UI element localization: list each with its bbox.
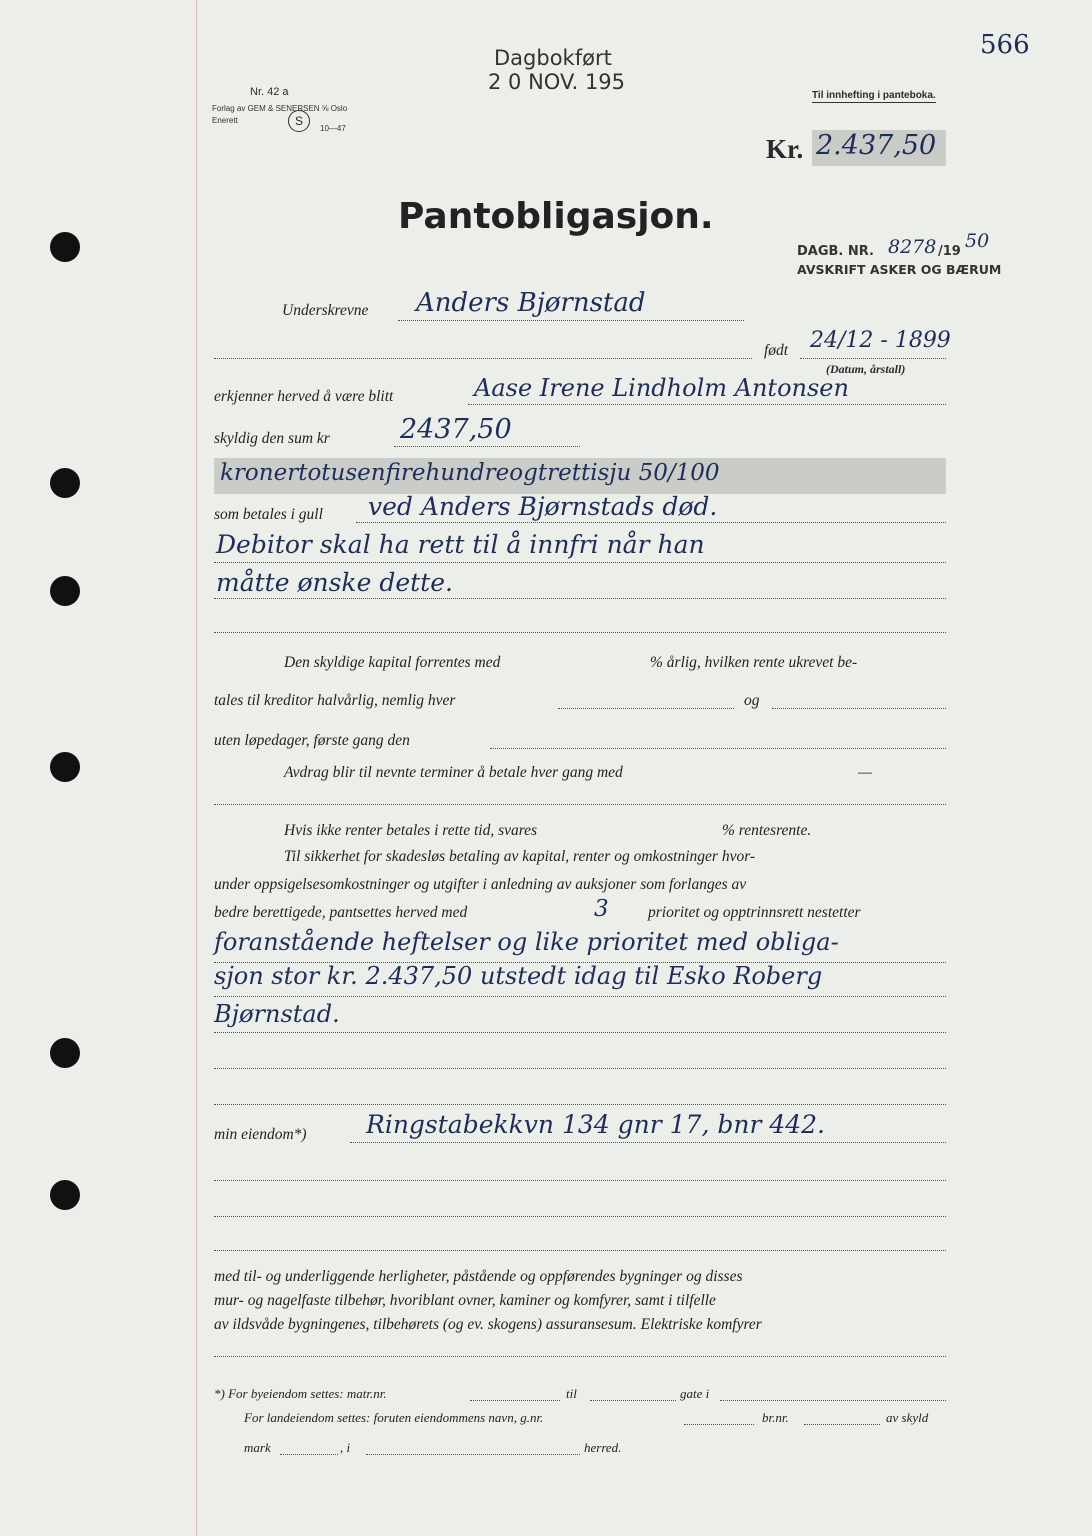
born-value: 24/12 - 1899	[810, 328, 951, 353]
interest-line-4: Avdrag blir til nevnte terminer å betale hver gang med	[284, 764, 623, 781]
footnote-line-1a: *) For byeiendom settes: matr.nr.	[214, 1386, 387, 1401]
security-line-3b: prioritet og opptrinnsrett nestetter	[648, 904, 861, 921]
amount-prefix: Kr.	[766, 134, 804, 164]
dotted-line	[280, 1454, 338, 1455]
page-number: 566	[980, 30, 1030, 60]
dagb-label: DAGB. NR.	[797, 244, 874, 259]
dagb-avskrift: AVSKRIFT ASKER OG BÆRUM	[797, 262, 1002, 277]
security-hand-2: sjon stor kr. 2.437,50 utstedt idag til Esko Roberg	[214, 962, 823, 990]
born-label: født	[764, 342, 789, 359]
sum-label: skyldig den sum kr	[214, 430, 330, 447]
interest-line-2b: og	[744, 692, 760, 709]
dotted-line	[214, 632, 946, 633]
dotted-line	[558, 708, 734, 709]
security-line-2: under oppsigelsesomkostninger og utgifter i anledning av auksjoner som forlanges av	[214, 876, 747, 893]
dotted-line	[804, 1424, 880, 1425]
dotted-line	[468, 404, 946, 405]
dotted-line	[720, 1400, 946, 1401]
dotted-line	[800, 358, 946, 359]
dotted-line	[772, 708, 946, 709]
terms-line-1: ved Anders Bjørnstads død.	[368, 492, 718, 521]
dotted-line	[394, 446, 580, 447]
security-line-3: bedre berettigede, pantsettes herved med	[214, 904, 468, 921]
dotted-line	[214, 804, 946, 805]
property-value: Ringstabekkvn 134 gnr 17, bnr 442.	[366, 1110, 826, 1139]
dotted-line	[214, 1250, 946, 1251]
dotted-line	[214, 996, 946, 997]
dotted-line	[366, 1454, 580, 1455]
dotted-line	[214, 1104, 946, 1105]
publisher-logo-icon: S	[288, 110, 310, 132]
security-line-1: Til sikkerhet for skadesløs betaling av kapital, renter og omkostninger hvor-	[284, 848, 756, 865]
footnote-line-3a: mark	[244, 1440, 271, 1455]
dotted-line	[214, 1068, 946, 1069]
interest-line-2: tales til kreditor halvårlig, nemlig hver	[214, 692, 456, 709]
margin-line	[196, 0, 197, 1536]
dotted-line	[214, 562, 946, 563]
form-code: 10—47	[320, 124, 346, 133]
footnote-line-1b: til	[566, 1386, 577, 1401]
dotted-line	[398, 320, 744, 321]
dagb-number: 8278	[888, 236, 937, 258]
dotted-line	[214, 1356, 946, 1357]
security-hand-1: foranstående heftelser og like prioritet med obliga-	[214, 928, 839, 956]
footnote-line-2a: For landeiendom settes: foruten eiendommens navn, g.nr.	[244, 1410, 544, 1425]
property-label: min eiendom*)	[214, 1126, 307, 1143]
punch-hole	[50, 1180, 80, 1210]
punch-hole	[50, 468, 80, 498]
punch-hole	[50, 576, 80, 606]
priority-value: 3	[594, 896, 609, 922]
dotted-line	[356, 522, 946, 523]
publisher-line: Forlag av GEM & SENERSEN ⅝ Oslo	[212, 104, 348, 113]
form-number: Nr. 42 a	[250, 86, 289, 98]
punch-hole	[50, 752, 80, 782]
dotted-line	[214, 358, 752, 359]
dotted-line	[684, 1424, 754, 1425]
dagbokfort-date: 2 0 NOV. 195	[488, 70, 626, 94]
interest-line-5: Hvis ikke renter betales i rette tid, svares	[284, 822, 538, 839]
footnote-line-2b: br.nr.	[762, 1410, 789, 1425]
footnote-line-3c: herred.	[584, 1440, 622, 1455]
terms-line-2: Debitor skal ha rett til å innfri når han	[216, 530, 705, 559]
dotted-line	[470, 1400, 560, 1401]
footnote-line-1c: gate i	[680, 1386, 710, 1401]
publisher-rights: Enerett	[212, 116, 238, 125]
sum-words: kronertotusenfirehundreogtrettisju 50/100	[220, 460, 720, 486]
dagb-year: 50	[965, 230, 990, 252]
dagbokfort-stamp: Dagbokført	[494, 46, 612, 70]
punch-hole	[50, 232, 80, 262]
creditor-label: erkjenner herved å være blitt	[214, 388, 394, 405]
terms-line-3: måtte ønske dette.	[216, 568, 453, 597]
dotted-line	[590, 1400, 676, 1401]
dotted-line	[214, 1216, 946, 1217]
punch-hole	[50, 1038, 80, 1068]
dotted-line	[490, 748, 946, 749]
dotted-line	[350, 1142, 946, 1143]
dotted-line	[214, 598, 946, 599]
document-title: Pantobligasjon.	[398, 196, 714, 237]
interest-line-1: Den skyldige kapital forrentes med	[284, 654, 501, 671]
footnote-line-2c: av skyld	[886, 1410, 929, 1425]
security-hand-3: Bjørnstad.	[214, 1000, 340, 1028]
dotted-line	[214, 1032, 946, 1033]
appurtenances-line-2: mur- og nagelfaste tilbehør, hvoriblant ovner, kaminer og komfyrer, samt i tilfelle	[214, 1292, 716, 1309]
undersigned-value: Anders Bjørnstad	[416, 288, 646, 318]
interest-line-4b: —	[858, 764, 872, 781]
appurtenances-line-1: med til- og underliggende herligheter, påstående og oppførendes bygninger og disses	[214, 1268, 743, 1285]
interest-line-5b: % rentesrente.	[722, 822, 812, 839]
footnote-line-3b: , i	[340, 1440, 351, 1455]
undersigned-label: Underskrevne	[282, 302, 369, 319]
dagb-year-prefix: /19	[938, 244, 961, 259]
dotted-line	[214, 1180, 946, 1181]
interest-line-3: uten løpedager, første gang den	[214, 732, 410, 749]
born-hint: (Datum, årstall)	[826, 362, 906, 376]
appurtenances-line-3: av ildsvåde bygningenes, tilbehørets (og ev. skogens) assuransesum. Elektriske komfyrer	[214, 1316, 762, 1333]
gold-label: som betales i gull	[214, 506, 323, 523]
sum-value: 2437,50	[400, 414, 512, 445]
innhefting-note: Til innhefting i panteboka.	[812, 90, 936, 101]
amount-value: 2.437,50	[816, 130, 937, 161]
interest-line-1b: % årlig, hvilken rente ukrevet be-	[650, 654, 858, 671]
creditor-value: Aase Irene Lindholm Antonsen	[474, 374, 849, 402]
